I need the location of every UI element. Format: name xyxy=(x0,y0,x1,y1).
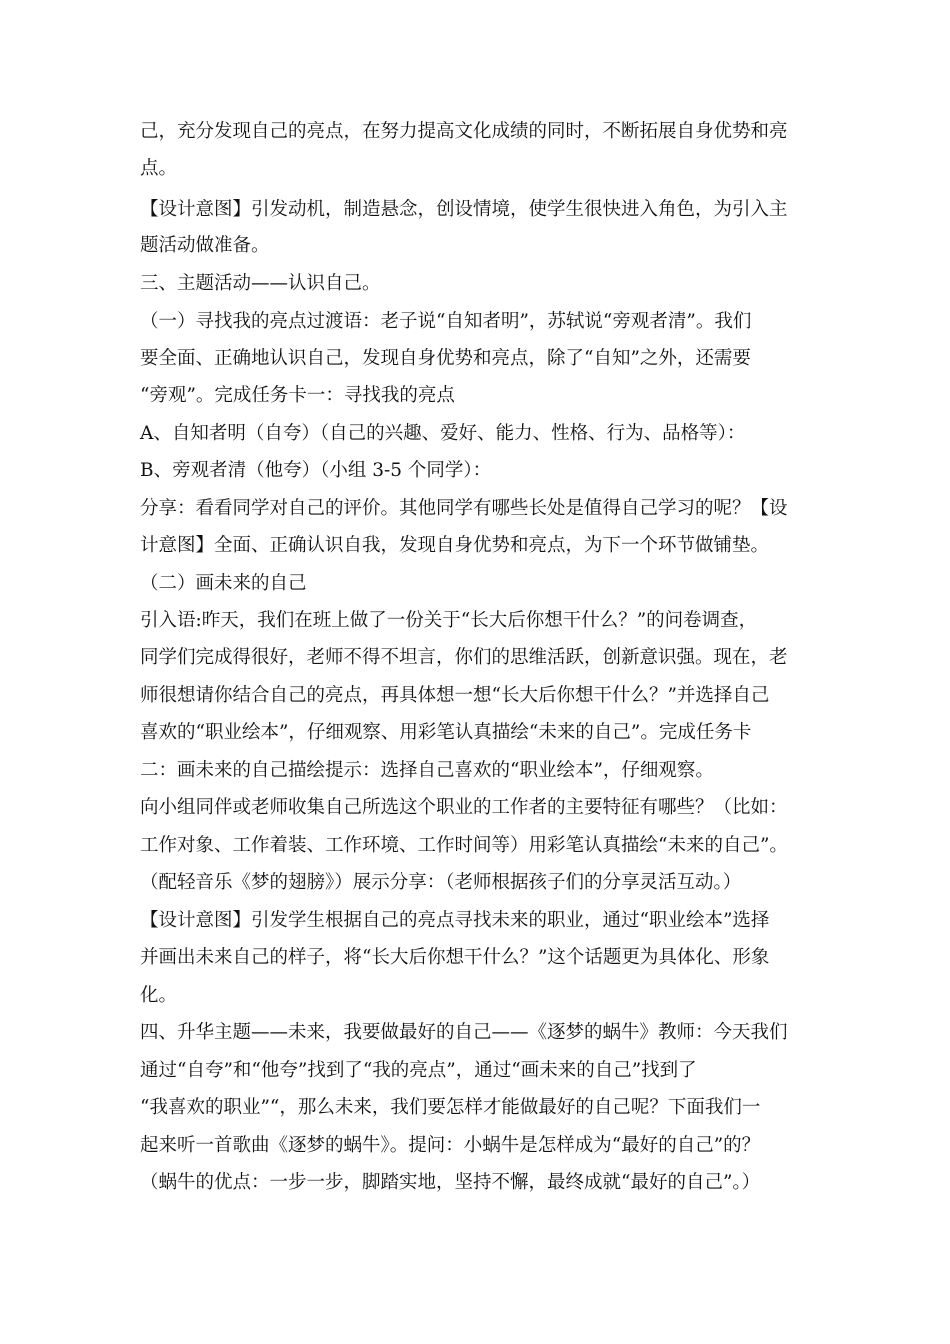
text-line: 并画出未来自己的样子，将“长大后你想干什么？”这个话题更为具体化、形象 xyxy=(140,947,770,968)
text-line: 分享：看看同学对自己的评价。其他同学有哪些长处是值得自己学习的呢？【设 xyxy=(140,498,788,519)
text-line: 同学们完成得很好，老师不得不坦言，你们的思维活跃，创新意识强。现在，老 xyxy=(140,647,788,668)
text-line: 【设计意图】引发动机，制造悬念，创设情境，使学生很快进入角色，为引入主 xyxy=(140,199,788,220)
text-line: 题活动做准备。 xyxy=(140,235,270,256)
text-line: 喜欢的“职业绘本”，仔细观察、用彩笔认真描绘“未来的自己”。完成任务卡 xyxy=(140,722,752,743)
text-line: 二：画未来的自己描绘提示：选择自己喜欢的“职业绘本”，仔细观察。 xyxy=(140,760,714,781)
text-line: “旁观”。完成任务卡一：寻找我的亮点 xyxy=(140,385,455,406)
text-line: （配轻音乐《梦的翅膀》）展示分享：（老师根据孩子们的分享灵活互动。） xyxy=(140,872,742,893)
text-line: 工作对象、工作着装、工作环境、工作时间等）用彩笔认真描绘“未来的自己”。 xyxy=(140,835,788,856)
section-heading: 四、升华主题——未来，我要做最好的自己——《逐梦的蜗牛》教师：今天我们 xyxy=(140,1022,788,1043)
text-line: 己，充分发现自己的亮点，在努力提高文化成绩的同时，不断拓展自身优势和亮 xyxy=(140,121,788,142)
text-line: 要全面、正确地认识自己，发现自身优势和亮点，除了“自知”之外，还需要 xyxy=(140,348,751,369)
text-line: 计意图】全面、正确认识自我，发现自身优势和亮点，为下一个环节做铺垫。 xyxy=(140,535,770,556)
text-line: （蜗牛的优点：一步一步，脚踏实地，坚持不懈，最终成就“最好的自己”。） xyxy=(140,1172,761,1193)
text-line: 点。 xyxy=(140,158,178,179)
text-line: 【设计意图】引发学生根据自己的亮点寻找未来的职业，通过“职业绘本”选择 xyxy=(140,910,770,931)
text-line: 化。 xyxy=(140,985,178,1006)
text-line: A、自知者明（自夸）（自己的兴趣、爱好、能力、性格、行为、品格等）： xyxy=(140,423,746,444)
text-line: “我喜欢的职业”“，那么未来，我们要怎样才能做最好的自己呢？下面我们一 xyxy=(140,1097,761,1118)
section-heading: 三、主题活动——认识自己。 xyxy=(140,273,381,294)
text-line: 向小组同伴或老师收集自己所选这个职业的工作者的主要特征有哪些？（比如： xyxy=(140,797,788,818)
text-line: 通过“自夸”和“他夸”找到了“我的亮点”，通过“画未来的自己”找到了 xyxy=(140,1060,697,1081)
text-line: 引入语:昨天，我们在班上做了一份关于“长大后你想干什么？”的问卷调查， xyxy=(140,610,758,631)
subsection-heading: （二）画未来的自己 xyxy=(140,573,307,594)
text-line: （一）寻找我的亮点过渡语：老子说“自知者明”，苏轼说“旁观者清”。我们 xyxy=(140,311,752,332)
text-line: 起来听一首歌曲《逐梦的蜗牛》。提问：小蜗牛是怎样成为“最好的自己”的？ xyxy=(140,1135,761,1156)
text-line: B、旁观者清（他夸）（小组 3-5 个同学）： xyxy=(140,460,492,481)
text-line: 师很想请你结合自己的亮点，再具体想一想“长大后你想干什么？”并选择自己 xyxy=(140,685,770,706)
